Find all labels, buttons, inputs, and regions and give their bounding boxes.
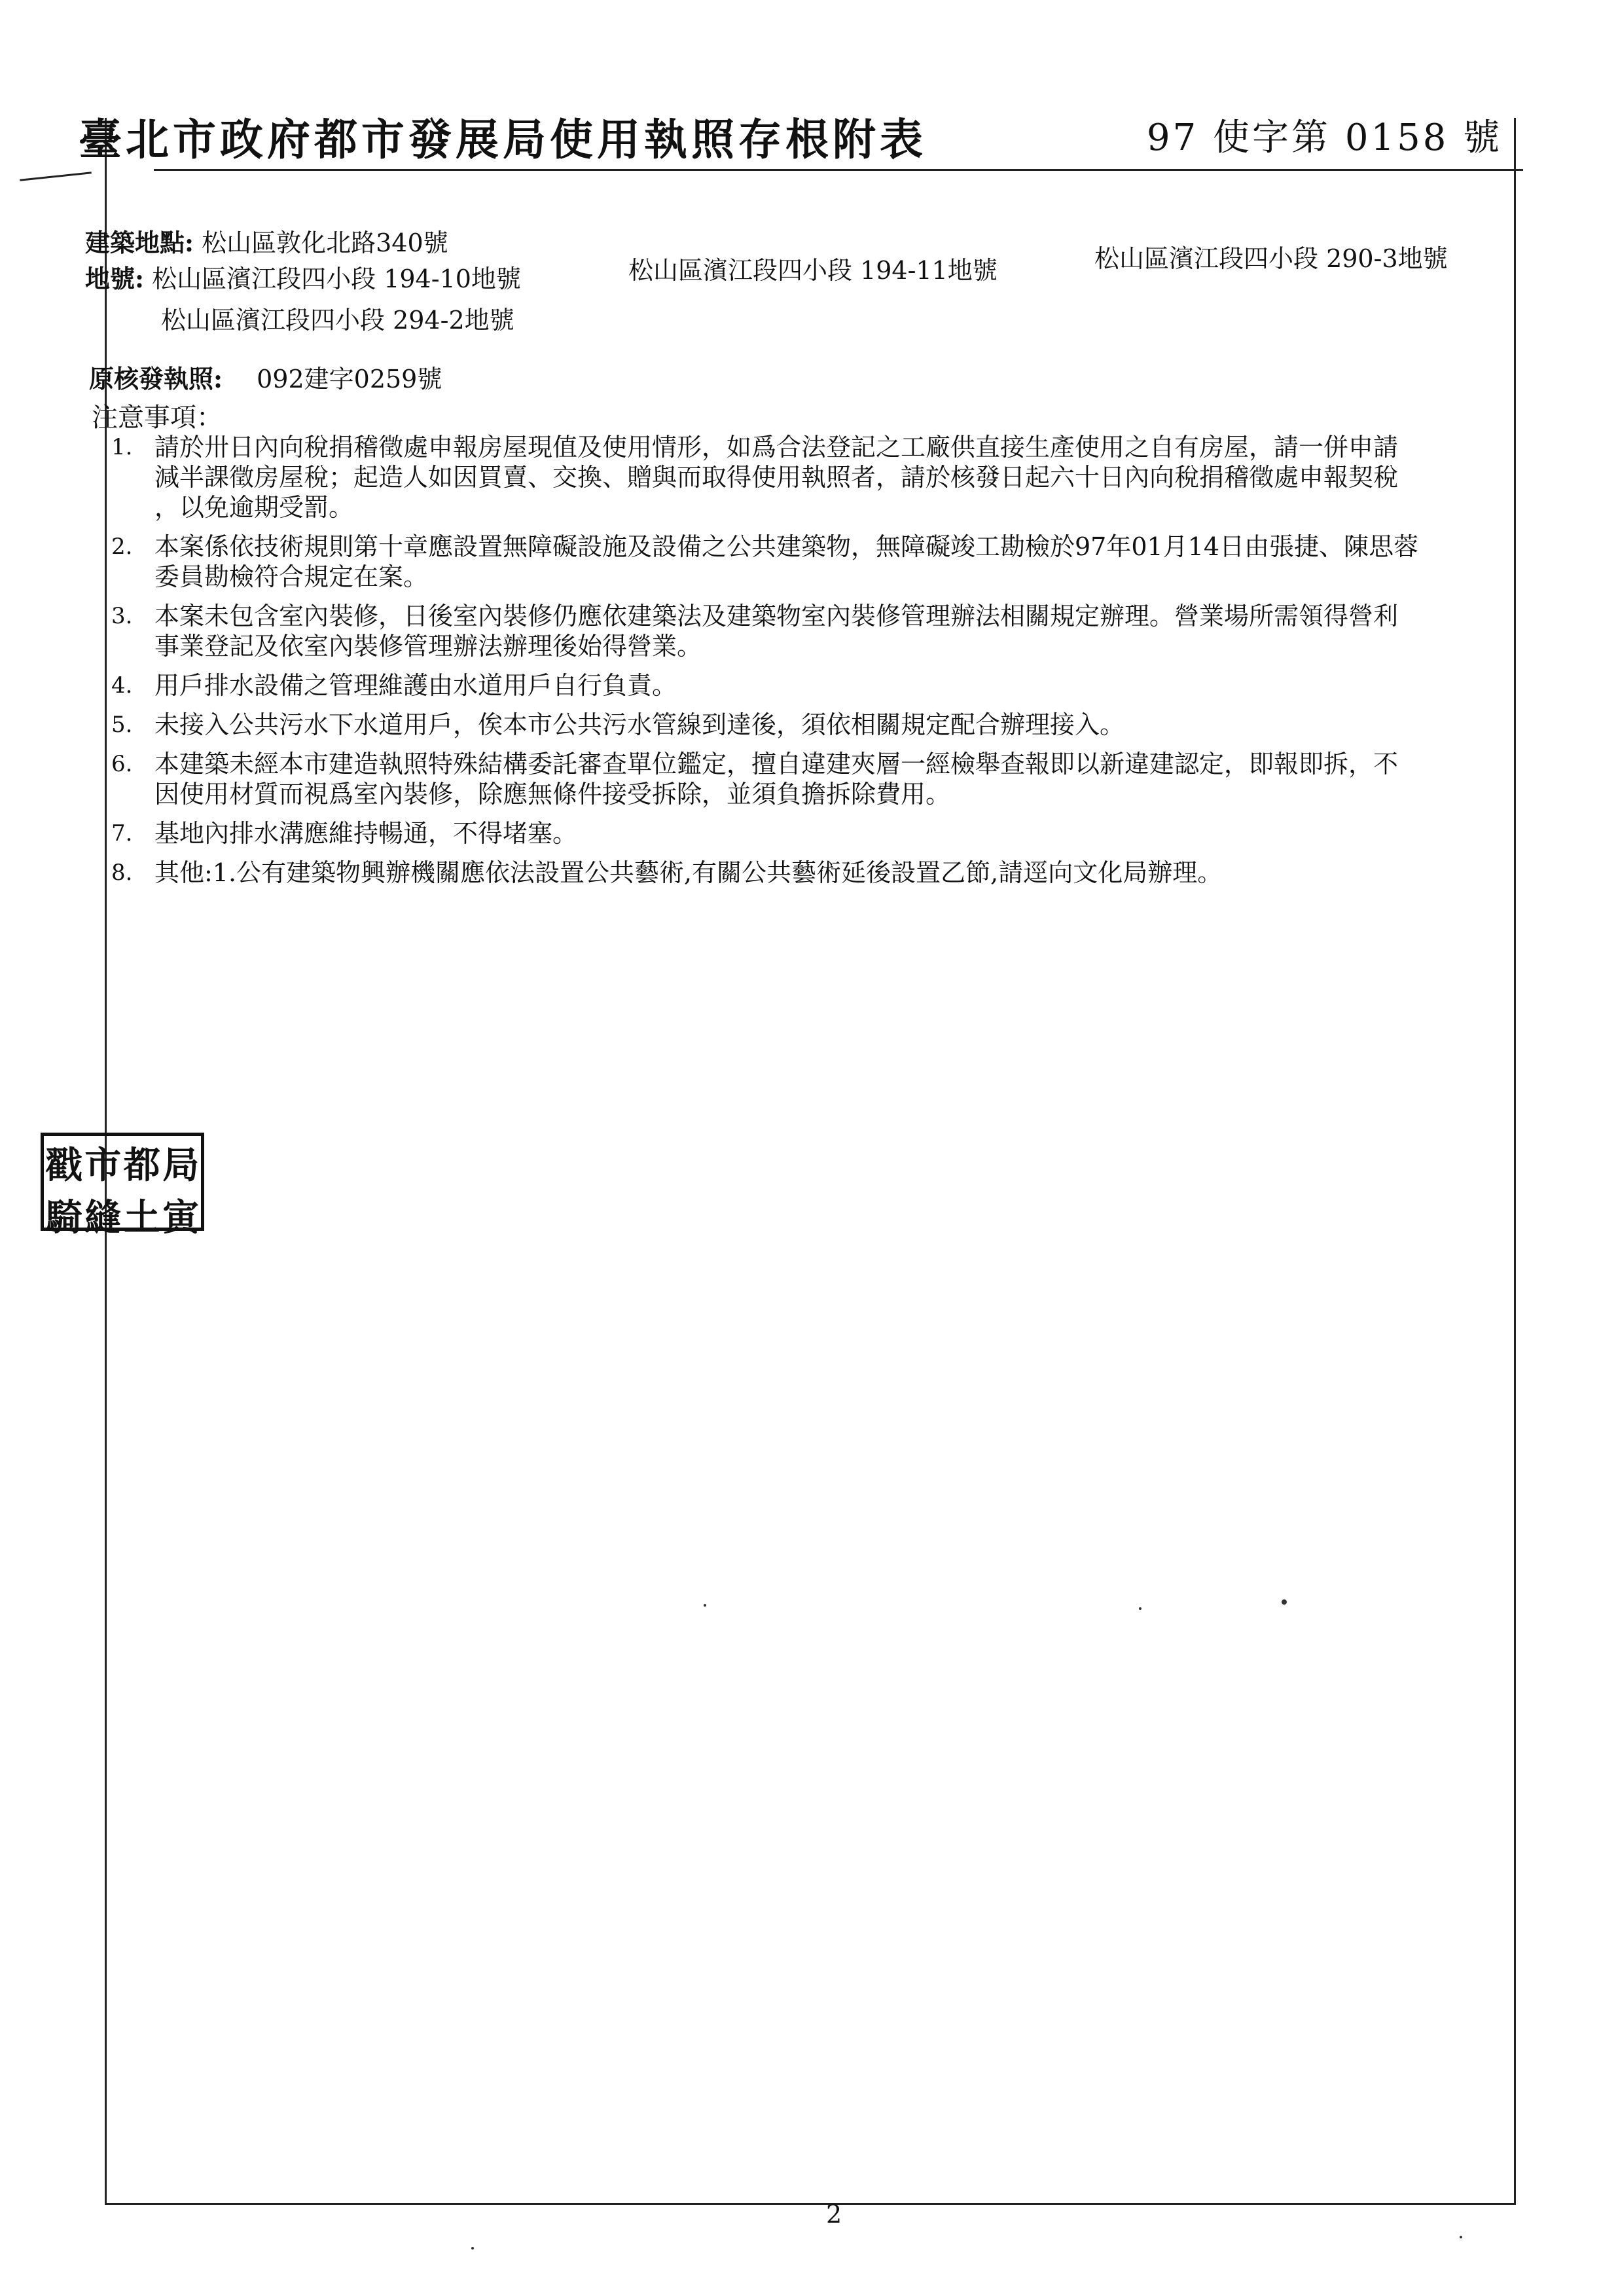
original-permit [89, 359, 442, 395]
land-number: 松山區濱江段四小段 294-2地號 [161, 306, 514, 335]
note-line: 基地內排水溝應維持暢通，不得堵塞。 [154, 819, 578, 848]
note-line: 其他:1.公有建築物興辦機關應依法設置公共藝術,有關公共藝術延後設置乙節,請逕向文化局辦理。 [154, 858, 1223, 887]
note-number: 4. [111, 672, 133, 699]
permit-number: 97 使字第 0158 號 [1147, 117, 1503, 159]
seal-character: 市 [84, 1144, 122, 1187]
seal-character: 都 [123, 1144, 160, 1187]
note-number: 5. [111, 712, 133, 738]
note-line: 本建築未經本市建造執照特殊結構委託審查單位鑑定，擅自違建夾層一經檢舉查報即以新違建認定，即報即拆，不 [154, 750, 1399, 778]
land-number: 松山區濱江段四小段 194-10地號 [152, 264, 521, 293]
note-item [111, 858, 1505, 888]
scan-speck [1460, 2236, 1462, 2238]
seal-character: 局 [162, 1144, 200, 1187]
note-item [111, 670, 1505, 701]
scan-speck [704, 1604, 706, 1607]
note-line: 因使用材質而視爲室內裝修，除應無條件接受拆除，並須負擔拆除費用。 [154, 780, 951, 809]
scan-speck [1282, 1599, 1287, 1605]
notes-list [111, 432, 1505, 897]
note-line: 本案係依技術規則第十章應設置無障礙設施及設備之公共建築物，無障礙竣工勘檢於97年01月14日由張捷、陳思蓉 [154, 532, 1419, 561]
margin-mark [20, 172, 92, 181]
original-permit-value: 092建字0259號 [257, 365, 442, 393]
note-number: 7. [111, 820, 133, 847]
note-line: 用戶排水設備之管理維護由水道用戶自行負責。 [154, 671, 677, 700]
note-line: ，以免逾期受罰。 [154, 493, 354, 522]
note-item [111, 532, 1505, 592]
note-line: 未接入公共污水下水道用戶，俟本市公共污水管線到達後，須依相關規定配合辦理接入。 [154, 710, 1125, 739]
note-line: 委員勘檢符合規定在案。 [154, 562, 429, 591]
building-location [85, 223, 448, 259]
note-line: 減半課徵房屋稅；起造人如因買賣、交換、贈與而取得使用執照者，請於核發日起六十日內向稅捐稽徵處申報契稅 [154, 463, 1399, 492]
note-number: 1. [111, 434, 133, 460]
land-numbers-label: 地號: [85, 264, 145, 293]
scan-speck [1139, 1607, 1142, 1610]
note-number: 2. [111, 534, 133, 560]
note-line: 事業登記及依室內裝修管理辦法辦理後始得營業。 [154, 632, 702, 661]
header-rule [154, 169, 1523, 171]
seal-character: 寅 [162, 1196, 200, 1239]
document-frame [105, 118, 1516, 2205]
document-title: 臺北市政府都市發展局使用執照存根附表 [79, 114, 927, 165]
seal-character: 縫 [84, 1196, 122, 1239]
official-seal [41, 1133, 204, 1239]
note-line: 請於卅日內向稅捐稽徵處申報房屋現值及使用情形，如爲合法登記之工廠供直接生產使用之自有房屋，請一併申請 [154, 433, 1399, 462]
notes-heading: 注意事項： [92, 403, 223, 433]
note-line: 本案未包含室內裝修，日後室內裝修仍應依建築法及建築物室內裝修管理辦法相關規定辦理。營業場所需領得營利 [154, 602, 1399, 630]
land-number: 松山區濱江段四小段 194-11地號 [628, 256, 998, 285]
note-item [111, 818, 1505, 848]
building-location-label: 建築地點: [85, 228, 194, 257]
note-number: 3. [111, 603, 133, 629]
seal-character: 戳 [45, 1144, 82, 1187]
seal-characters [45, 1137, 200, 1239]
note-item [111, 749, 1505, 809]
original-permit-label: 原核發執照: [89, 364, 223, 393]
note-item [111, 710, 1505, 740]
seal-character: 騎 [45, 1196, 82, 1239]
land-number: 松山區濱江段四小段 290-3地號 [1094, 244, 1448, 273]
note-item [111, 432, 1505, 522]
note-item [111, 601, 1505, 661]
note-number: 8. [111, 860, 133, 886]
land-numbers-row-1 [85, 259, 521, 295]
page-number: 2 [826, 2200, 842, 2229]
scan-speck [471, 2247, 474, 2250]
seal-character: 土 [123, 1196, 160, 1239]
building-location-value: 松山區敦化北路340號 [202, 228, 448, 257]
note-number: 6. [111, 751, 133, 777]
